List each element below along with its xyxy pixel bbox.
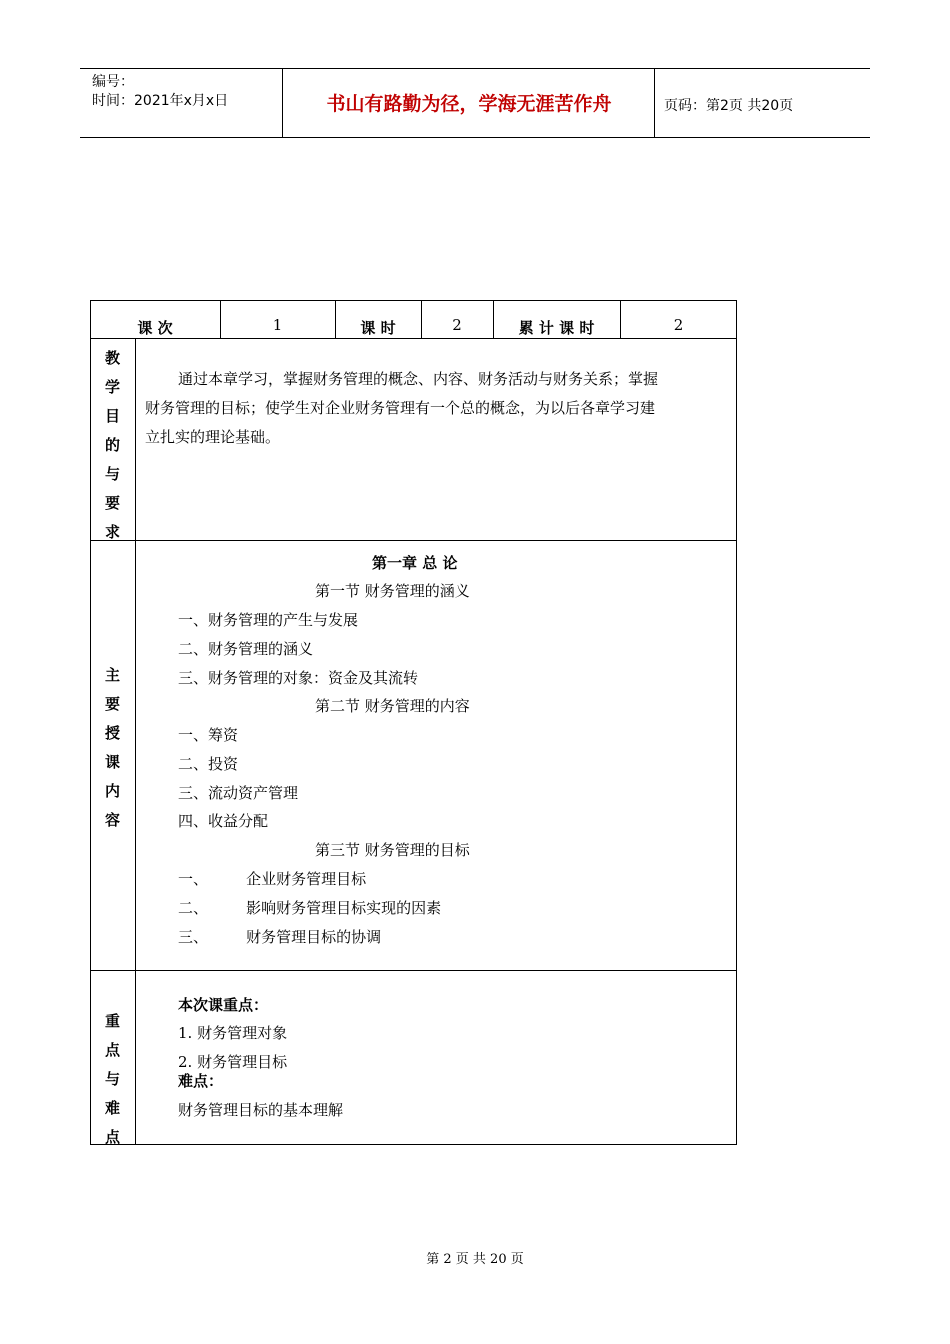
label-char: 容 <box>104 811 120 829</box>
outline-item: 一、 企业财务管理目标 <box>178 870 367 888</box>
main-content-label <box>90 661 135 835</box>
label-char: 与 <box>104 1070 120 1088</box>
section-title: 第三节 财务管理的目标 <box>315 841 470 859</box>
label-char: 主 <box>104 666 120 684</box>
objectives-text-line: 通过本章学习，掌握财务管理的概念、内容、财务活动与财务关系；掌握 <box>178 370 659 388</box>
outline-item: 四、收益分配 <box>178 812 269 830</box>
objectives-text-line: 立扎实的理论基础。 <box>145 428 281 446</box>
class-hours-label: 课 时 <box>360 319 396 337</box>
label-char: 内 <box>104 782 120 800</box>
label-char: 难 <box>104 1099 120 1117</box>
objectives-label <box>90 344 135 547</box>
objectives-text-line: 财务管理的目标；使学生对企业财务管理有一个总的概念，为以后各章学习建 <box>145 399 656 417</box>
difficult-point-item: 财务管理目标的基本理解 <box>178 1101 344 1119</box>
page-footer: 第 2 页 共 20 页 <box>426 1252 524 1267</box>
label-char: 课 <box>104 753 120 771</box>
label-char: 授 <box>104 724 120 742</box>
header-divider <box>654 69 655 137</box>
lesson-number-value: 1 <box>272 316 283 334</box>
table-column-divider <box>135 338 136 1144</box>
outline-item: 三、 财务管理目标的协调 <box>178 928 382 946</box>
outline-item: 二、投资 <box>178 755 239 773</box>
label-char: 重 <box>104 1012 120 1030</box>
header-page-indicator: 页码：第2页 共20页 <box>664 98 794 114</box>
label-char: 要 <box>104 494 120 512</box>
outline-item: 三、流动资产管理 <box>178 784 299 802</box>
table-row-divider <box>90 970 737 971</box>
table-row-divider <box>90 540 737 541</box>
chapter-title: 第一章 总 论 <box>372 554 458 572</box>
label-char: 要 <box>104 695 120 713</box>
outline-item: 一、筹资 <box>178 726 239 744</box>
difficult-points-heading: 难点： <box>178 1072 224 1090</box>
lesson-plan-table <box>90 300 737 1144</box>
label-char: 的 <box>104 436 120 454</box>
page-header <box>80 68 870 138</box>
label-char: 与 <box>104 465 120 483</box>
outline-item: 二、财务管理的涵义 <box>178 640 314 658</box>
table-border <box>90 300 737 301</box>
outline-item: 二、 影响财务管理目标实现的因素 <box>178 899 442 917</box>
cumulative-hours-label: 累 计 课 时 <box>518 319 595 337</box>
table-row-divider <box>90 338 737 339</box>
header-motto: 书山有路勤为径，学海无涯苦作舟 <box>326 93 612 115</box>
key-point-item: 2. 财务管理目标 <box>178 1053 288 1071</box>
key-difficult-points-label <box>90 1007 135 1152</box>
key-point-item: 1. 财务管理对象 <box>178 1024 288 1042</box>
section-title: 第一节 财务管理的涵义 <box>315 582 470 600</box>
document-number-label: 编号： <box>92 74 134 90</box>
outline-item: 三、财务管理的对象：资金及其流转 <box>178 669 419 687</box>
label-char: 求 <box>104 523 120 541</box>
label-char: 点 <box>104 1041 120 1059</box>
section-title: 第二节 财务管理的内容 <box>315 697 470 715</box>
lesson-number-label: 课 次 <box>137 319 173 337</box>
label-char: 点 <box>104 1128 120 1146</box>
class-hours-value: 2 <box>452 316 462 334</box>
table-border <box>90 1144 737 1145</box>
label-char: 目 <box>104 407 120 425</box>
table-border <box>736 300 737 1145</box>
header-divider <box>282 69 283 137</box>
label-char: 教 <box>104 349 120 367</box>
key-points-heading: 本次课重点： <box>178 996 269 1014</box>
header-meta <box>92 73 228 111</box>
document-date-label: 时间：2021年x月x日 <box>92 93 229 109</box>
outline-item: 一、财务管理的产生与发展 <box>178 611 359 629</box>
label-char: 学 <box>104 378 120 396</box>
cumulative-hours-value: 2 <box>673 316 684 334</box>
